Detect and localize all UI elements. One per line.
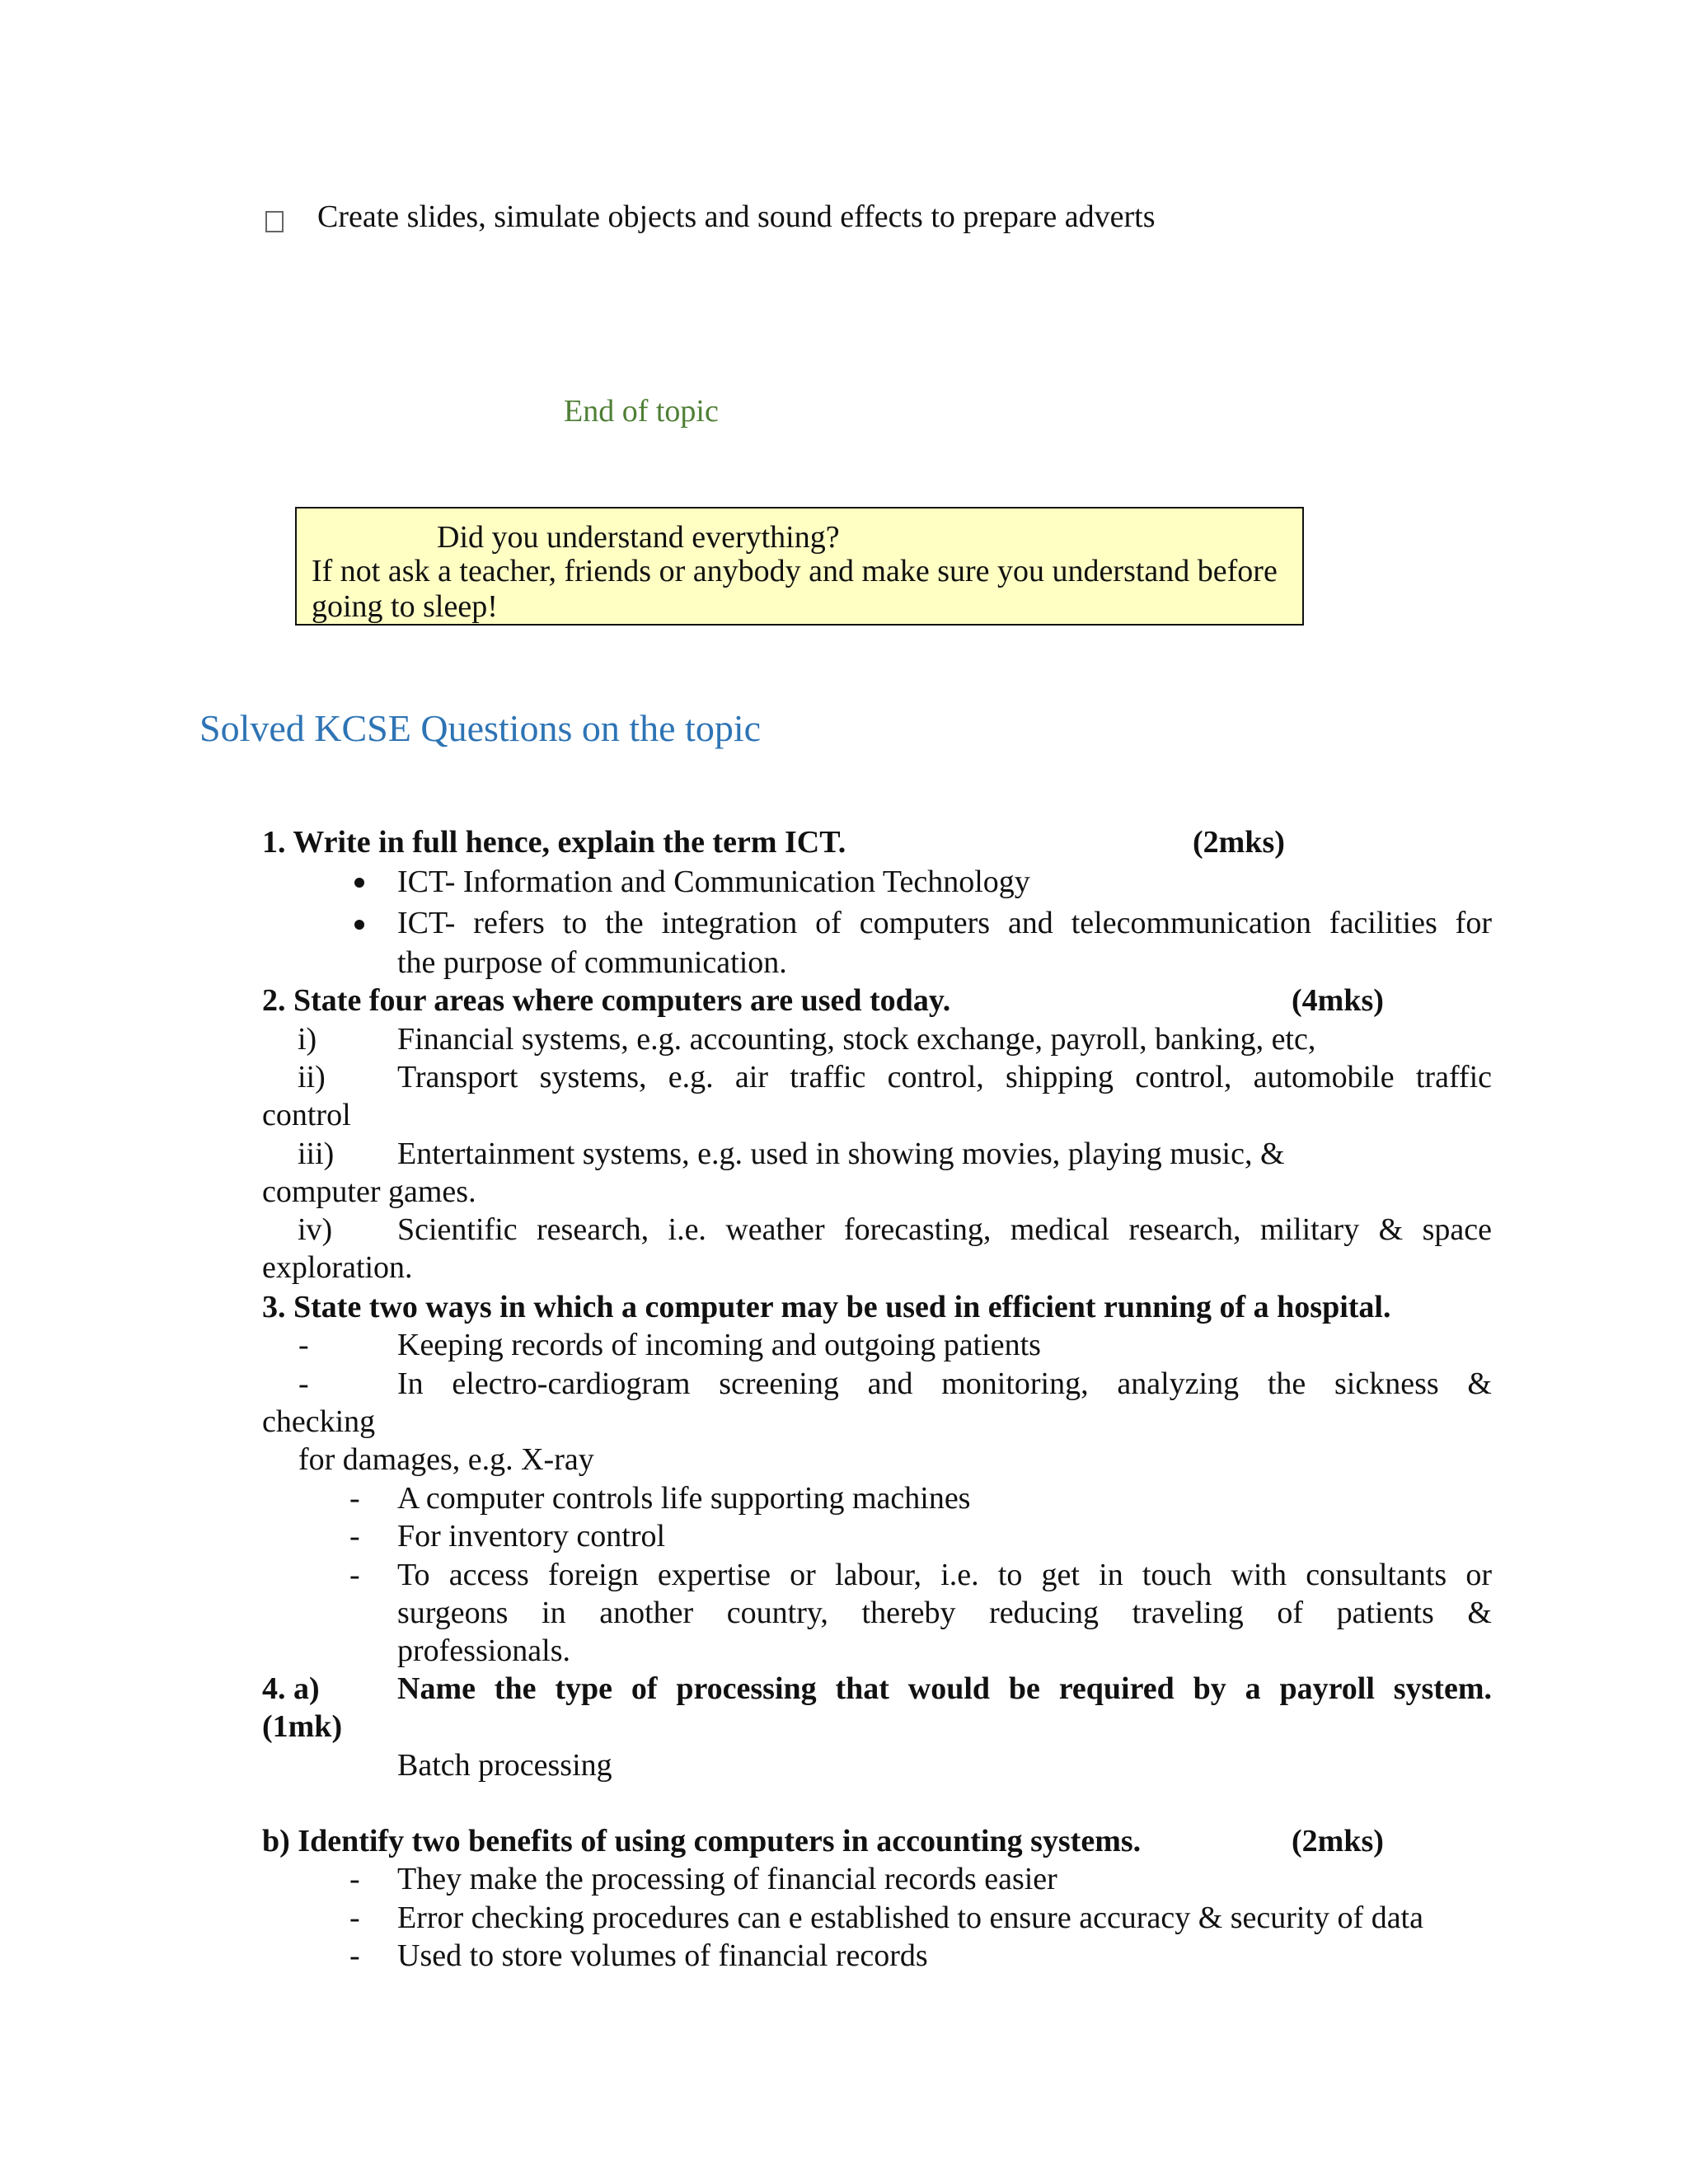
q2-item-4-cont: exploration. [262,1250,413,1285]
q4b-item-3: Used to store volumes of financial records [397,1938,928,1973]
question-4b-marks: (2mks) [1292,1824,1384,1858]
q3-item-3: A computer controls life supporting machines [397,1481,971,1516]
dash-marker: - [349,1900,360,1935]
q3-item-4: For inventory control [397,1519,666,1554]
question-4b: b) Identify two benefits of using computers in accounting systems. [262,1824,1142,1858]
q3-item-1: Keeping records of incoming and outgoing patients [397,1328,1041,1362]
q1-answer-1: ICT- Information and Communication Technology [397,865,1030,899]
q2-item-number: i) [298,1022,317,1057]
q2-item-4: Scientific research, i.e. weather forecasting, medical research, military & space [397,1212,1492,1247]
q2-item-3: Entertainment systems, e.g. used in showing movies, playing music, & [397,1137,1285,1171]
dash-marker: - [349,1938,360,1973]
q3-item-2-cont: checking [262,1404,376,1439]
question-1-marks: (2mks) [1193,825,1285,860]
q4b-item-2: Error checking procedures can e established to ensure accuracy & security of data [397,1900,1423,1935]
q2-item-3-cont: computer games. [262,1174,476,1209]
end-of-topic: End of topic [564,394,719,429]
question-4a-marks: (1mk) [262,1709,343,1744]
q4a-answer: Batch processing [397,1748,612,1783]
question-1: 1. Write in full hence, explain the term ICT. [262,825,846,860]
q3-item-2-cont2: for damages, e.g. X-ray [298,1442,594,1477]
checkbox-bullet-icon [265,201,284,239]
top-bullet-text: Create slides, simulate objects and sound effects to prepare adverts [317,199,1156,234]
q3-item-2: In electro-cardiogram screening and monitoring, analyzing the sickness & [397,1366,1492,1401]
q2-item-number: ii) [298,1060,326,1094]
question-4a-label: 4. a) [262,1671,320,1706]
question-4a: Name the type of processing that would be required by a payroll system. [397,1671,1492,1706]
q2-item-number: iv) [298,1212,333,1247]
dash-marker: - [298,1366,309,1401]
question-2-marks: (4mks) [1292,983,1384,1018]
q2-item-number: iii) [298,1137,335,1171]
q2-item-2: Transport systems, e.g. air traffic control, shipping control, automobile traffic [397,1060,1492,1094]
question-3: 3. State two ways in which a computer may be used in efficient running of a hospital. [262,1290,1391,1324]
q2-item-1: Financial systems, e.g. accounting, stock exchange, payroll, banking, etc, [397,1022,1316,1057]
section-heading: Solved KCSE Questions on the topic [199,707,762,749]
q4b-item-1: They make the processing of financial records easier [397,1862,1057,1896]
callout-line-3: going to sleep! [312,589,498,624]
q3-item-5-cont: surgeons in another country, thereby reducing traveling of patients & [397,1596,1492,1630]
dash-marker: - [349,1481,360,1516]
q1-answer-2: ICT- refers to the integration of computers and telecommunication facilities for [397,906,1492,940]
q3-item-5-cont2: professionals. [397,1633,571,1668]
callout-box [295,507,1304,626]
callout-line-1: Did you understand everything? [437,520,840,555]
q3-item-5: To access foreign expertise or labour, i.e. to get in touch with consultants or [397,1558,1492,1592]
q1-answer-2-cont: the purpose of communication. [397,945,787,980]
dash-marker: - [298,1328,309,1362]
bullet-dot-icon [354,920,364,930]
dash-marker: - [349,1558,360,1592]
question-2: 2. State four areas where computers are used today. [262,983,951,1018]
dash-marker: - [349,1862,360,1896]
dash-marker: - [349,1519,360,1554]
bullet-dot-icon [354,878,364,888]
q2-item-2-cont: control [262,1098,351,1132]
callout-line-2: If not ask a teacher, friends or anybody and make sure you understand before [312,554,1278,588]
